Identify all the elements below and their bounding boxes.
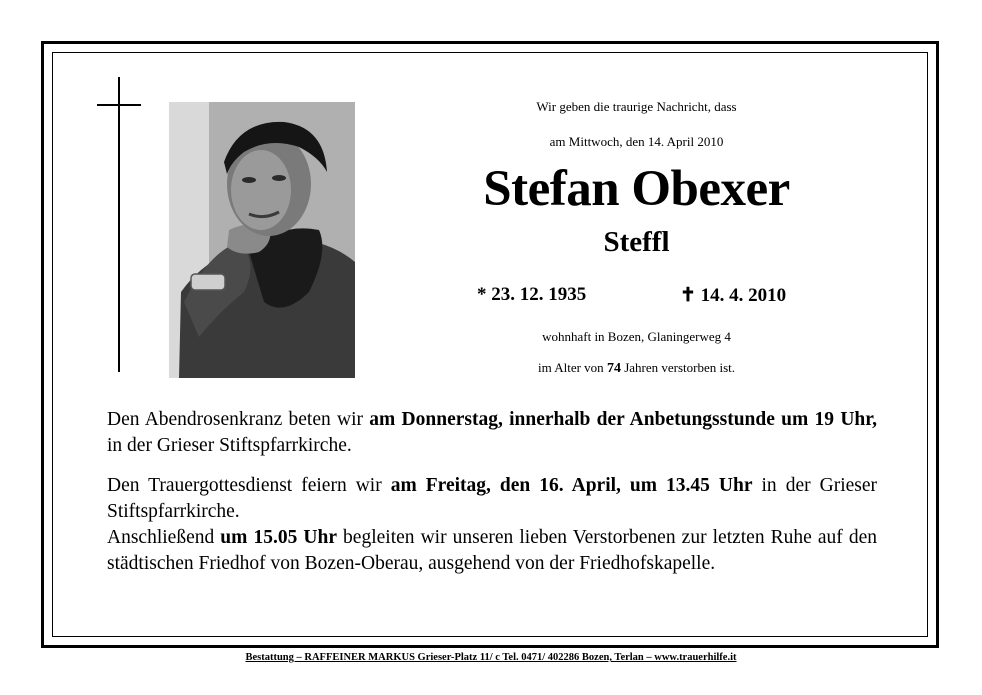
intro-text: Wir geben die traurige Nachricht, dass: [536, 99, 737, 114]
age-suffix: Jahren verstorben ist.: [620, 360, 736, 375]
service-text-1: Den Trauergottesdienst feiern wir: [107, 475, 391, 496]
death-date-line: am Mittwoch, den 14. April 2010: [549, 134, 724, 149]
birth-date: * 23. 12. 1935: [477, 284, 587, 305]
deceased-nickname: Steffl: [603, 226, 670, 258]
rosary-text-1: Den Abendrosenkranz beten wir: [107, 409, 370, 430]
funeral-service-paragraph: [107, 473, 877, 525]
rosary-text-2: in der Grieser Stiftspfarrkirche.: [107, 435, 352, 456]
rosary-paragraph: [107, 407, 877, 459]
portrait-photo: [169, 102, 355, 378]
burial-time: um 15.05 Uhr: [220, 527, 337, 548]
burial-text-1: Anschließend: [107, 527, 221, 548]
service-time: am Freitag, den 16. April, um 13.45 Uhr: [390, 475, 753, 496]
cross-icon-vertical: [118, 77, 120, 372]
residence-text: wohnhaft in Bozen, Glaningerweg 4: [542, 329, 731, 344]
deceased-name: Stefan Obexer: [483, 161, 790, 217]
funeral-home-footer: Bestattung – RAFFEINER MARKUS Grieser-Platz 11/ c Tel. 0471/ 402286 Bozen, Terlan – www.trauerhilfe.it: [245, 652, 737, 663]
age-prefix: im Alter von: [537, 360, 607, 375]
cross-icon-horizontal: [97, 104, 141, 106]
rosary-time: am Donnerstag, innerhalb der Anbetungsstunde um 19 Uhr,: [369, 409, 877, 430]
death-date: ✝ 14. 4. 2010: [680, 285, 787, 306]
portrait-image: [169, 102, 355, 378]
burial-text-2: begleiten wir unseren lieben Verstorbenen zur letzten Ruhe auf den städtischen Friedhof von Bozen-Oberau, ausgehend von der Friedhofskapelle.: [107, 527, 878, 574]
age-text: [455, 360, 818, 377]
service-text-2: in der Grieser Stiftspfarrkirche.: [107, 475, 877, 522]
burial-paragraph: [107, 525, 877, 577]
age-years: 74: [606, 361, 621, 376]
